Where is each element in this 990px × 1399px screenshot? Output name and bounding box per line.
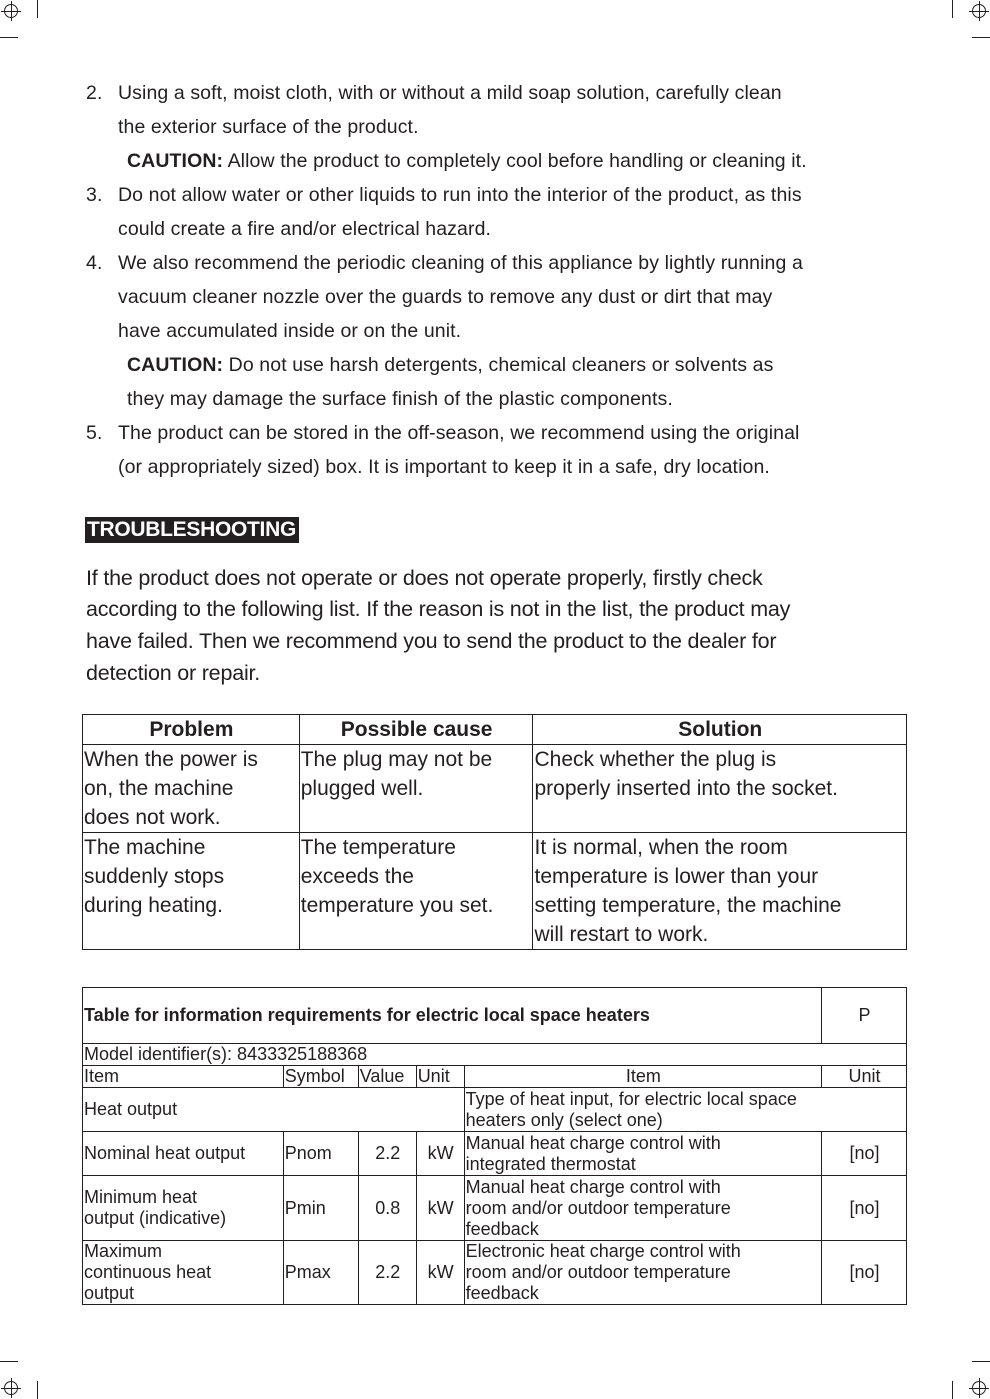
- step-text: have accumulated inside or on the unit.: [118, 320, 462, 342]
- cell-line: exceeds the: [300, 865, 414, 888]
- cell-line: Manual heat charge control with: [465, 1176, 721, 1197]
- caution-label: CAUTION:: [127, 150, 224, 172]
- heat-output-row: [83, 1088, 907, 1132]
- header-value: Value: [358, 1066, 416, 1088]
- value-cell: 2.2: [358, 1132, 416, 1176]
- step-number: 3.: [86, 184, 103, 206]
- caution-text: Do not use harsh detergents, chemical cleaners or solvents as: [228, 354, 774, 376]
- step-text: the exterior surface of the product.: [118, 116, 419, 138]
- cell-line: integrated thermostat: [465, 1153, 636, 1174]
- cell-line: When the power is: [84, 748, 258, 771]
- info-table-title: Table for information requirements for electric local space heaters: [83, 988, 822, 1044]
- step-text: could create a fire and/or electrical hazard.: [118, 218, 492, 240]
- step-number: 2.: [86, 82, 103, 104]
- cell-line: Maximum: [84, 1241, 163, 1261]
- item-cell: [83, 1176, 284, 1241]
- cell-line: feedback: [465, 1283, 539, 1303]
- cell-line: The plug may not be: [300, 748, 493, 771]
- intro-line: If the product does not operate or does not operate properly, firstly check: [86, 566, 763, 590]
- cell-line: during heating.: [84, 894, 223, 917]
- cell-line: output: [84, 1283, 135, 1303]
- cell-line: The machine: [84, 836, 206, 859]
- table-header-row: [83, 715, 907, 745]
- unit-cell: kW: [416, 1176, 464, 1241]
- unit-right-cell: [no]: [822, 1132, 907, 1176]
- header-item-right: Item: [464, 1066, 821, 1088]
- step-text: vacuum cleaner nozzle over the guards to remove any dust or dirt that may: [118, 286, 773, 308]
- cell-line: does not work.: [84, 806, 221, 829]
- registration-mark-icon: [4, 1381, 18, 1395]
- item-cell: Nominal heat output: [83, 1132, 284, 1176]
- unit-right-cell: [no]: [822, 1176, 907, 1241]
- cell-line: feedback: [465, 1218, 539, 1239]
- info-header-row: [83, 1066, 907, 1088]
- item-cell: [83, 1241, 284, 1305]
- cell-line: on, the machine: [84, 777, 234, 800]
- heat-output-label: Heat output: [83, 1088, 465, 1132]
- unit-right-cell: [no]: [822, 1241, 907, 1305]
- header-problem: Problem: [83, 715, 300, 745]
- step-number: 4.: [86, 252, 103, 274]
- info-table-title-right: P: [822, 988, 907, 1044]
- item-right-cell: [464, 1132, 821, 1176]
- registration-mark-icon: [972, 1381, 986, 1395]
- caution-label: CAUTION:: [127, 354, 224, 376]
- cause-cell: [299, 745, 533, 833]
- troubleshooting-table: [82, 714, 907, 950]
- cell-line: Manual heat charge control with: [465, 1132, 721, 1153]
- caution-note: [127, 149, 807, 173]
- problem-cell: [83, 745, 300, 833]
- step-text: (or appropriately sized) box. It is important to keep it in a safe, dry location.: [118, 456, 770, 478]
- item-right-cell: [464, 1176, 821, 1241]
- cell-line: temperature you set.: [300, 894, 494, 917]
- header-item: Item: [83, 1066, 284, 1088]
- cell-line: room and/or outdoor temperature: [465, 1262, 731, 1282]
- step-text: Using a soft, moist cloth, with or without a mild soap solution, carefully clean: [118, 82, 782, 104]
- header-unit-right: Unit: [822, 1066, 907, 1088]
- cell-line: Electronic heat charge control with: [465, 1241, 741, 1261]
- table-row: [83, 1176, 907, 1241]
- cause-cell: [299, 833, 533, 950]
- value-cell: 2.2: [358, 1241, 416, 1305]
- step-text: Do not allow water or other liquids to run into the interior of the product, as this: [118, 184, 802, 206]
- caution-text: Allow the product to completely cool before handling or cleaning it.: [227, 150, 807, 172]
- header-possible-cause: Possible cause: [299, 715, 533, 745]
- table-row: [83, 745, 907, 833]
- intro-line: according to the following list. If the reason is not in the list, the product may: [86, 597, 791, 621]
- cell-line: Type of heat input, for electric local space: [465, 1088, 797, 1109]
- header-symbol: Symbol: [283, 1066, 358, 1088]
- registration-mark-icon: [4, 4, 18, 18]
- problem-cell: [83, 833, 300, 950]
- cell-line: Check whether the plug is: [534, 748, 777, 771]
- cell-line: setting temperature, the machine: [534, 894, 842, 917]
- info-title-row: [83, 988, 907, 1044]
- cell-line: temperature is lower than your: [534, 865, 819, 888]
- info-requirements-table: [82, 987, 907, 1305]
- header-unit: Unit: [416, 1066, 464, 1088]
- item-right-cell: [464, 1241, 821, 1305]
- step-text: The product can be stored in the off-season, we recommend using the original: [118, 422, 800, 444]
- unit-cell: kW: [416, 1241, 464, 1305]
- cell-line: continuous heat: [84, 1262, 212, 1282]
- cell-line: suddenly stops: [84, 865, 225, 888]
- model-row: [83, 1044, 907, 1066]
- header-solution: Solution: [533, 715, 907, 745]
- symbol-cell: Pmax: [283, 1241, 358, 1305]
- registration-mark-icon: [972, 4, 986, 18]
- solution-cell: [533, 745, 907, 833]
- cell-line: will restart to work.: [534, 923, 709, 946]
- symbol-cell: Pmin: [283, 1176, 358, 1241]
- step-number: 5.: [86, 422, 103, 444]
- table-row: [83, 1132, 907, 1176]
- table-row: [83, 1241, 907, 1305]
- cell-line: output (indicative): [84, 1208, 227, 1228]
- cell-line: properly inserted into the socket.: [534, 777, 838, 800]
- step-text: We also recommend the periodic cleaning of this appliance by lightly running a: [118, 252, 803, 274]
- symbol-cell: Pnom: [283, 1132, 358, 1176]
- troubleshooting-heading: TROUBLESHOOTING: [85, 517, 299, 543]
- value-cell: 0.8: [358, 1176, 416, 1241]
- cell-line: room and/or outdoor temperature: [465, 1197, 731, 1218]
- cell-line: Minimum heat: [84, 1187, 198, 1207]
- cell-line: heaters only (select one): [465, 1109, 663, 1130]
- table-row: [83, 833, 907, 950]
- cell-line: plugged well.: [300, 777, 424, 800]
- model-identifier: Model identifier(s): 8433325188368: [83, 1044, 907, 1066]
- cell-line: It is normal, when the room: [534, 836, 788, 859]
- heat-input-type: [464, 1088, 906, 1132]
- unit-cell: kW: [416, 1132, 464, 1176]
- caution-text: they may damage the surface finish of the plastic components.: [127, 388, 673, 410]
- intro-line: have failed. Then we recommend you to send the product to the dealer for: [86, 629, 777, 653]
- cell-line: The temperature: [300, 836, 456, 859]
- intro-line: detection or repair.: [86, 661, 261, 685]
- caution-note: [127, 353, 773, 377]
- solution-cell: [533, 833, 907, 950]
